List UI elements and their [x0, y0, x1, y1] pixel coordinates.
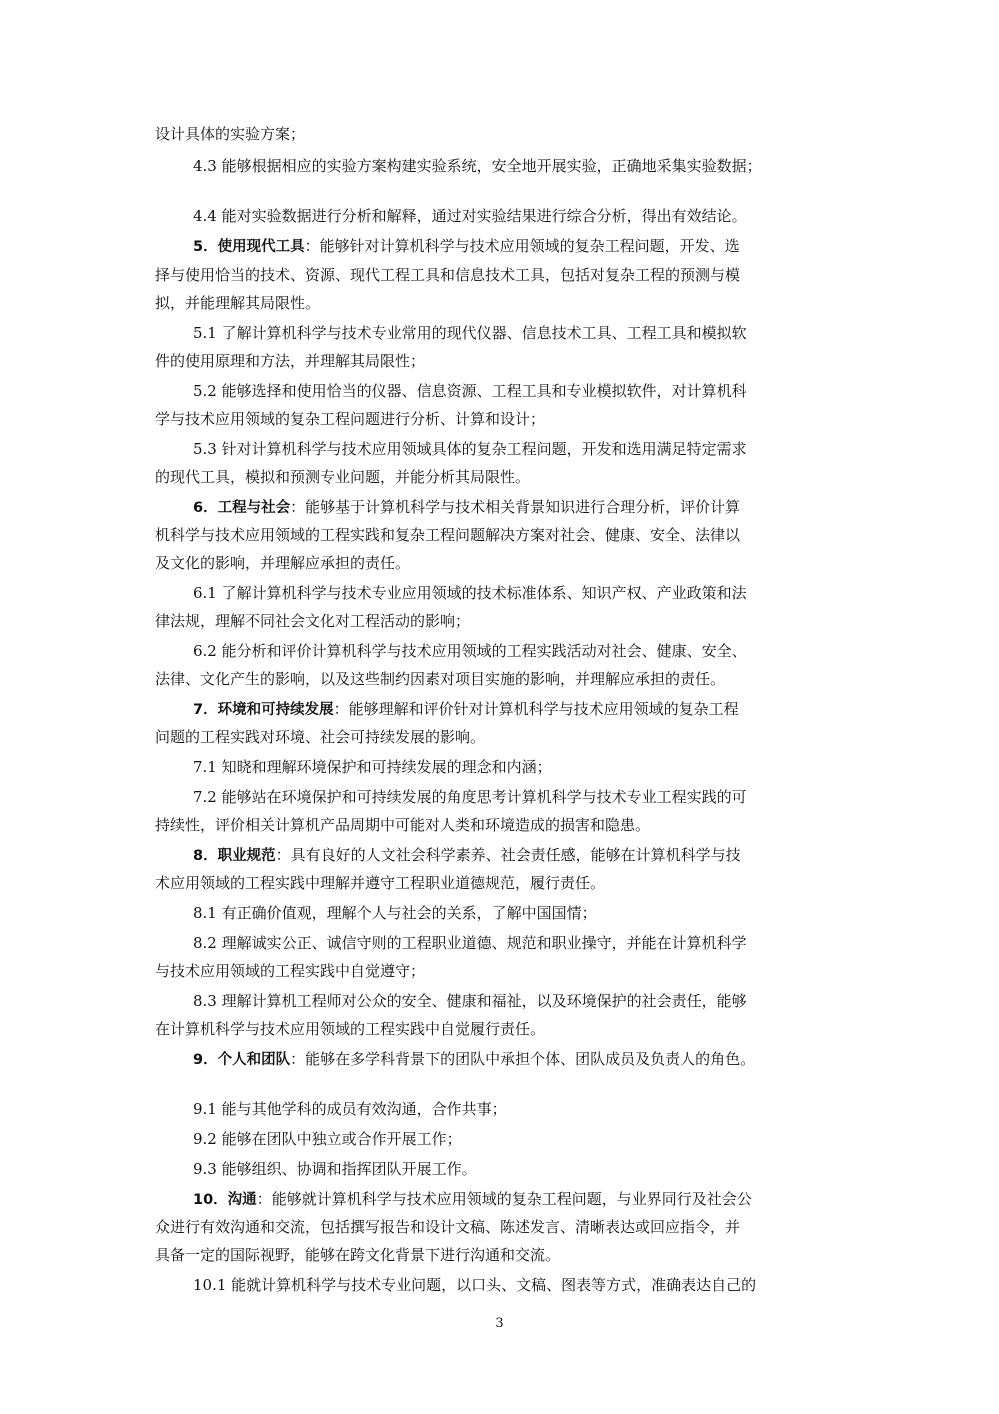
text-line: 与技术应用领域的工程实践中自觉遵守；: [155, 962, 426, 980]
text-line: 4.4 能对实验数据进行分析和解释，通过对实验结果进行综合分析，得出有效结论。: [193, 207, 747, 225]
text-line: 问题的工程实践对环境、社会可持续发展的影响。: [155, 728, 486, 746]
text-line: 7.1 知晓和理解环境保护和可持续发展的理念和内涵；: [193, 758, 552, 776]
text-line: 9.3 能够组织、协调和指挥团队开展工作。: [193, 1160, 477, 1178]
text-line: 5.2 能够选择和使用恰当的仪器、信息资源、工程工具和专业模拟软件，对计算机科: [193, 382, 747, 400]
text-line: 学与技术应用领域的复杂工程问题进行分析、计算和设计；: [155, 410, 546, 428]
text-line: 具备一定的国际视野，能够在跨文化背景下进行沟通和交流。: [155, 1246, 561, 1264]
section-heading: 9．个人和团队: [193, 1052, 291, 1068]
section-heading-line: 9．个人和团队：能够在多学科背景下的团队中承担个体、团队成员及负责人的角色。: [193, 1050, 756, 1068]
text-line: 件的使用原理和方法，并理解其局限性；: [155, 352, 426, 370]
section-heading: 5．使用现代工具: [193, 239, 305, 255]
text-line: 众进行有效沟通和交流，包括撰写报告和设计文稿、陈述发言、清晰表达或回应指令，并: [155, 1218, 741, 1236]
text-line: 法律、文化产生的影响，以及这些制约因素对项目实施的影响，并理解应承担的责任。: [155, 670, 726, 688]
text-line: 6.2 能分析和评价计算机科学与技术应用领域的工程实践活动对社会、健康、安全、: [193, 642, 747, 660]
text-line: 6.1 了解计算机科学与技术专业应用领域的技术标准体系、知识产权、产业政策和法: [193, 584, 747, 602]
text-line: 9.1 能与其他学科的成员有效沟通，合作共事；: [193, 1100, 507, 1118]
text-line: 10.1 能就计算机科学与技术专业问题，以口头、文稿、图表等方式，准确表达自己的: [193, 1276, 757, 1294]
text-line: 4.3 能够根据相应的实验方案构建实验系统，安全地开展实验，正确地采集实验数据；: [193, 157, 762, 175]
section-heading: 6．工程与社会: [193, 500, 291, 516]
text-line: 术应用领域的工程实践中理解并遵守工程职业道德规范，履行责任。: [155, 874, 606, 892]
section-heading-line: 10．沟通：能够就计算机科学与技术应用领域的复杂工程问题，与业界同行及社会公: [193, 1190, 752, 1208]
text-line: 8.1 有正确价值观，理解个人与社会的关系，了解中国国情；: [193, 904, 597, 922]
text-line: 持续性，评价相关计算机产品周期中可能对人类和环境造成的损害和隐患。: [155, 816, 651, 834]
text-line: 5.3 针对计算机科学与技术应用领域具体的复杂工程问题，开发和选用满足特定需求: [193, 440, 747, 458]
section-heading: 10．沟通: [193, 1192, 257, 1208]
text-line: 拟，并能理解其局限性。: [155, 294, 321, 312]
section-heading-line: 5．使用现代工具：能够针对计算机科学与技术应用领域的复杂工程问题，开发、选: [193, 237, 740, 255]
text-line: 律法规，理解不同社会文化对工程活动的影响；: [155, 612, 471, 630]
section-heading-line: 7．环境和可持续发展：能够理解和评价针对计算机科学与技术应用领域的复杂工程: [193, 700, 739, 718]
section-heading-line: 8．职业规范：具有良好的人文社会科学素养、社会责任感，能够在计算机科学与技: [193, 846, 741, 864]
text-line: 5.1 了解计算机科学与技术专业常用的现代仪器、信息技术工具、工程工具和模拟软: [193, 324, 747, 342]
text-line: 在计算机科学与技术应用领域的工程实践中自觉履行责任。: [155, 1020, 546, 1038]
text-line: 择与使用恰当的技术、资源、现代工程工具和信息技术工具，包括对复杂工程的预测与模: [155, 266, 741, 284]
text-line: 及文化的影响，并理解应承担的责任。: [155, 554, 411, 572]
text-line: 9.2 能够在团队中独立或合作开展工作；: [193, 1130, 462, 1148]
section-heading-line: 6．工程与社会：能够基于计算机科学与技术相关背景知识进行合理分析，评价计算: [193, 498, 741, 516]
section-heading: 7．环境和可持续发展: [193, 702, 334, 718]
text-line: 8.3 理解计算机工程师对公众的安全、健康和福祉，以及环境保护的社会责任，能够: [193, 992, 747, 1010]
text-line: 8.2 理解诚实公正、诚信守则的工程职业道德、规范和职业操守，并能在计算机科学: [193, 934, 747, 952]
text-line: 的现代工具，模拟和预测专业问题，并能分析其局限性。: [155, 468, 531, 486]
text-line: 7.2 能够站在环境保护和可持续发展的角度思考计算机科学与技术专业工程实践的可: [193, 788, 747, 806]
text-line: 机科学与技术应用领域的工程实践和复杂工程问题解决方案对社会、健康、安全、法律以: [155, 526, 741, 544]
page-number: 3: [495, 1316, 504, 1331]
text-line: 设计具体的实验方案；: [155, 125, 306, 143]
section-heading: 8．职业规范: [193, 848, 276, 864]
